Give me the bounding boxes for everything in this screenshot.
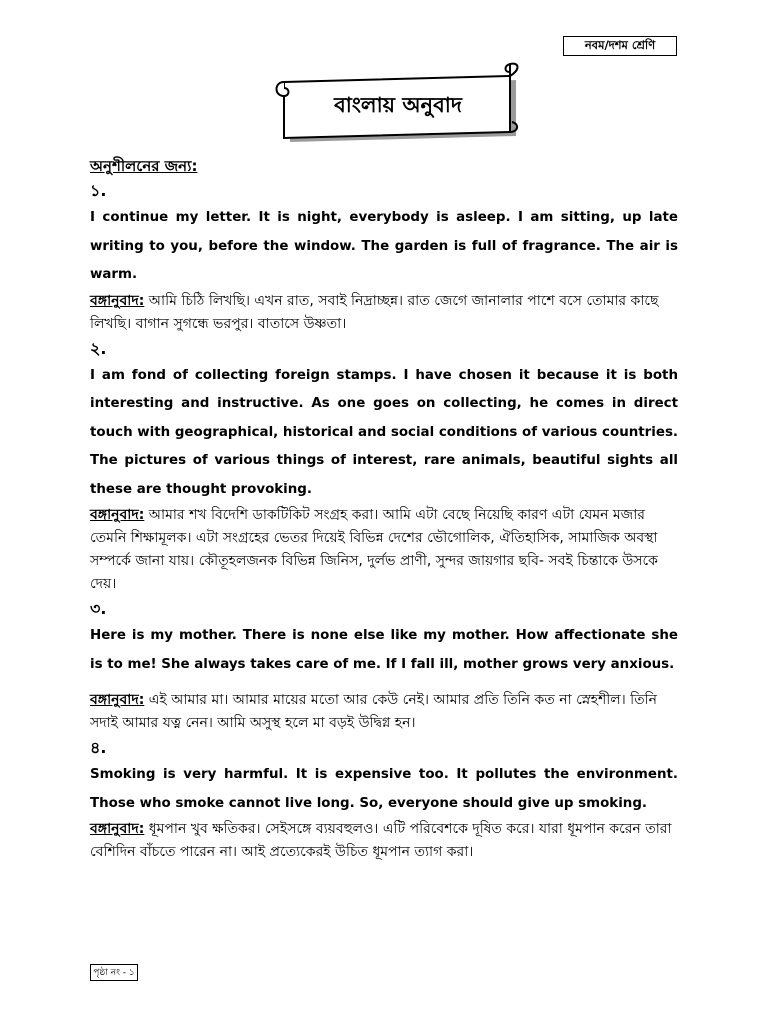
exercise-number: ১. — [90, 181, 107, 200]
translation-text: আমি চিঠি লিখছি। এখন রাত, সবাই নিদ্রাচ্ছন্ন। রাত জেগে জানালার পাশে বসে তোমার কাছে লিখছি। বাগান সুগন্ধে ভরপুর। বাতাসে উষ্ণতা। — [90, 292, 659, 332]
translation-text: ধূমপান খুব ক্ষতিকর। সেইসঙ্গে ব্যয়বহুলও। এটি পরিবেশকে দূষিত করে। যারা ধূমপান করেন তারা বেশিদিন বাঁচতে পারেন না। আই প্রত্যেকেরই উচিত ধূমপান ত্যাগ করা। — [90, 821, 672, 860]
exercise-number: ২. — [90, 338, 107, 358]
page-title: বাংলায় অনুবাদ — [334, 92, 462, 117]
translation-label: বঙ্গানুবাদ: — [90, 292, 145, 309]
exercise-3 — [90, 596, 678, 735]
english-passage: I continue my letter. It is night, everybody is asleep. I am sitting, up late writing to you, before the window. The garden is full of fragrance. The air is warm. — [90, 210, 678, 282]
bangla-translation — [90, 689, 678, 735]
english-passage: Smoking is very harmful. It is expensive too. It pollutes the environment. Those who smoke cannot live long. So, everyone should give up smoking. — [90, 767, 678, 811]
section-heading: অনুশীলনের জন্য: — [90, 157, 198, 175]
title-banner — [268, 62, 526, 154]
class-label: নবম/দশম শ্রেণি — [563, 36, 677, 56]
translation-label: বঙ্গানুবাদ: — [90, 507, 145, 523]
translation-text: আমার শখ বিদেশি ডাকটিকিট সংগ্রহ করা। আমি এটা বেছে নিয়েছি কারণ এটা যেমন মজার তেমনি শিক্ষামূলক। এটা সংগ্রহের ভেতর দিয়েই বিভিন্ন দেশের ভৌগোলিক, ঐতিহাসিক, সামাজিক অবস্থা সম্পর্কে জানা যায়। কৌতূহলজনক বিভিন্ন জিনিস, দুর্লভ প্রাণী, সুন্দর জায়গার ছবি- সবই চিন্তাকে উসকে দেয়। — [90, 507, 658, 592]
english-passage: I am fond of collecting foreign stamps. I have chosen it because it is both interesting and instructive. As one goes on collecting, he comes in direct touch with geographical, historical and social conditions of various countries. The pictures of various things of interest, rare animals, beautiful sights all these are thought provoking. — [90, 367, 678, 497]
bangla-translation — [90, 290, 678, 336]
page-number: পৃষ্ঠা নং - ১ — [90, 964, 138, 981]
exercise-1 — [90, 178, 678, 336]
english-passage: Here is my mother. There is none else like my mother. How affectionate she is to me! She always takes care of me. If I fall ill, mother grows very anxious. — [90, 628, 678, 672]
document-body — [90, 150, 678, 864]
exercise-number: ৪. — [90, 738, 107, 757]
translation-label: বঙ্গানুবাদ: — [90, 821, 145, 837]
bangla-translation — [90, 504, 678, 596]
translation-text: এই আমার মা। আমার মায়ের মতো আর কেউ নেই। আমার প্রতি তিনি কত না স্নেহশীল। তিনি সদাই আমার যত্ন নেন। আমি অসুস্থ হলে মা বড়ই উদ্বিগ্ন হন। — [90, 692, 658, 731]
bangla-translation — [90, 818, 678, 864]
exercise-number: ৩. — [90, 599, 107, 618]
translation-label: বঙ্গানুবাদ: — [90, 692, 145, 708]
exercise-4 — [90, 735, 678, 864]
exercise-2 — [90, 336, 678, 597]
